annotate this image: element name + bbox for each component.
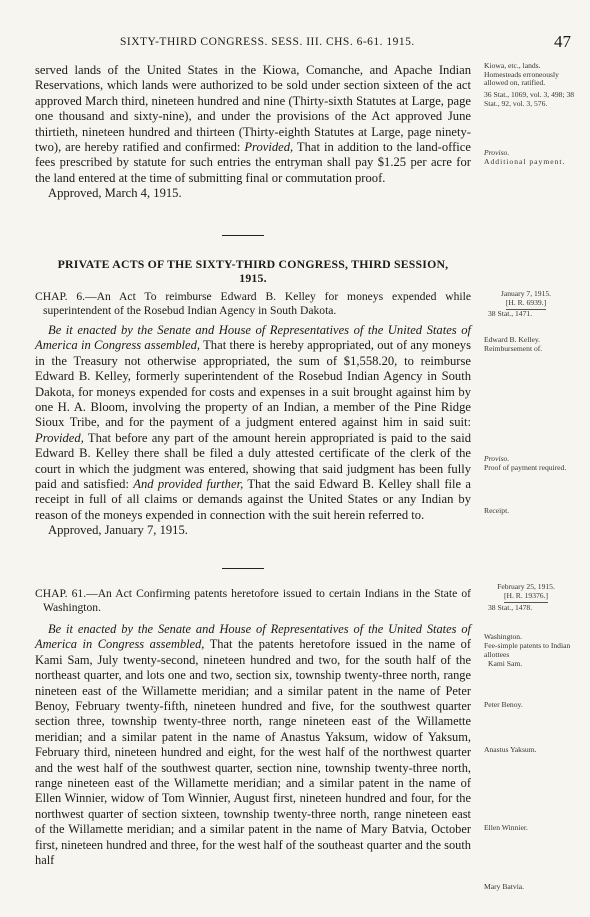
chap6-margin-stat: 38 Stat., 1471. [488, 309, 533, 318]
chap61-margin-mary: Mary Batvia. [484, 882, 525, 891]
running-title: SIXTY-THIRD CONGRESS. SESS. III. CHS. 6-61. 1915. [120, 36, 415, 48]
section1-margin-note-2: 36 Stat., 1069, vol. 3, 498; 38 Stat., 92, vol. 3, 576. [484, 90, 575, 108]
chap61-margin-ellen: Ellen Winnier. [484, 823, 528, 832]
chap6-proviso-1: Provided, [35, 430, 84, 445]
chap61-margin-wash: Washington. [484, 632, 522, 641]
chap6-proviso-2: And provided further, [133, 477, 244, 492]
chap6-approved: Approved, January 7, 1915. [48, 523, 188, 538]
section1-margin-note-1: Kiowa, etc., lands. Homesteads erroneously allowed on, ratified. [484, 61, 559, 88]
chap61-title-text: CHAP. 61.—An Act Confirming patents heretofore issued to certain Indians in the State of Washington. [35, 587, 471, 614]
chap6-body-2: That before any part of the amount herein appropriated is paid to the said Edward B. Kelley there shall be filed a duly attested certificate of the clerk of the court in which the judgment was entered, showing that said judgment has been fully paid and satisfied: [35, 430, 472, 492]
chap6-paragraph [35, 323, 471, 523]
chap6-margin-name: Edward B. Kelley. [484, 335, 541, 344]
chap61-margin-peter: Peter Benoy. [484, 700, 523, 709]
chap6-margin-bill-text: [H. R. 6939.] [506, 299, 546, 310]
page-number: 47 [554, 32, 571, 51]
chap61-margin-anastus: Anastus Yaksum. [484, 745, 537, 754]
section1-body: served lands of the United States in the Kiowa, Comanche, and Apache Indian Reservations, which lands were authorized to be sold under section sixteen of the act approved March third, nineteen hundred and nine (Thirty-sixth Statutes at Large, page one thousand and sixty-nine), and under the provisions of the Act approved June thirtieth, nineteen hundred and thirteen (Thirty-eighth Statutes at Large, page ninety-two), are hereby ratified and confirmed: [35, 63, 471, 155]
chap61-enacting-clause: Be it enacted by the Senate and House of Representatives of the United States of America in Congress assembled, [35, 622, 471, 652]
chap6-title [35, 290, 471, 318]
chap61-margin-bill [484, 592, 568, 603]
chap6-body: That there is hereby appropriated, out of any moneys in the Treasury not otherwise appropriated, the sum of $1,558.20, to reimburse Edward B. Kelley, formerly superintendent of the Rosebud Indian Agency in South Dakota, for moneys expended for costs and expenses in a suit brought against him by one H. A. Bloom, involving the property of an Indian, a member of the Pine Ridge Sioux Tribe, and for the payment of a judgment entered against him in said suit: [35, 338, 472, 430]
section1-margin-note-3: Proviso. [484, 148, 510, 157]
chap61-body: That the patents heretofore issued in the name of Kami Sam, July twenty-second, nineteen hundred and two, for the south half of the northeast quarter, and lots one and two, section six, township twenty-three north, range nineteen east of the Willamette meridian; and a similar patent in the name of Peter Benoy, February twenty-fifth, nineteen hundred and five, for the southwest quarter section three, township twenty-three north, range nineteen east of the Willamette meridian; and a similar patent in the name of Anastus Yaksum, widow of Yaksum, February third, nineteen hundred and eight, for the west half of the northwest quarter and the west half of the southwest quarter, section nine, township twenty-three north, range nineteen east of the Willamette meridian; and a similar patent in the name of Ellen Winnier, widow of Tom Winnier, August first, nineteen hundred and four, for the northwest quarter of section sixteen, township twenty-three north, range nineteen east of the Willamette meridian; and a similar patent in the name of Mary Batvia, October first, nineteen hundred and three, for the west half of the southeast quarter and the south half [35, 637, 471, 868]
chap6-margin-proviso: Proviso. [484, 454, 510, 463]
chap61-margin-fee: Fee-simple patents to Indian allottees [484, 641, 571, 659]
section-divider [222, 235, 264, 236]
section1-text [35, 63, 471, 202]
chap61-title [35, 587, 471, 615]
chap61-margin-date: February 25, 1915. [497, 582, 555, 591]
section1-proviso-word: Provided, [244, 140, 294, 155]
chapter-divider [222, 568, 264, 569]
chap61-text [35, 622, 471, 869]
chap6-margin-bill [484, 299, 568, 310]
chap6-enacting-clause: Be it enacted by the Senate and House of Representatives of the United States of America in Congress assembled, [35, 323, 471, 353]
heading-line-1: PRIVATE ACTS OF THE SIXTY-THIRD CONGRESS, THIRD SESSION, [57, 257, 449, 271]
section1-margin-note-4: Additional payment. [484, 157, 566, 166]
heading-line-2: 1915. [239, 271, 267, 285]
chap6-title-text: CHAP. 6.—An Act To reimburse Edward B. Kelley for moneys expended while superintendent of the Rosebud Indian Agency in South Dakota. [35, 290, 471, 317]
section1-body-end: That in addition to the land-office fees prescribed by statute for such entries the entryman shall pay $1.25 per acre for the land entered at the time of submitting final or commutation proof. [35, 140, 471, 185]
chap61-margin-bill-text: [H. R. 19376.] [504, 592, 548, 603]
chap6-margin-receipt: Receipt. [484, 506, 510, 515]
chap6-margin-reimb: Reimbursement of. [484, 344, 543, 353]
chap6-margin-proof: Proof of payment required. [484, 463, 567, 472]
section1-paragraph [35, 63, 471, 186]
chap6-text [35, 323, 471, 539]
running-header [0, 32, 590, 52]
chap61-paragraph [35, 622, 471, 869]
chap6-body-3: That the said Edward B. Kelley shall file a receipt in full of all claims or demands against the United States or any Indian by reason of the moneys expended in connection with the suit herein referred to. [35, 477, 471, 522]
section1-approved: Approved, March 4, 1915. [48, 186, 182, 201]
chap6-margin-date: January 7, 1915. [500, 289, 552, 298]
chap61-margin-kami: Kami Sam. [488, 659, 523, 668]
private-acts-heading [35, 257, 471, 285]
chap61-margin-stat: 38 Stat., 1478. [488, 603, 533, 612]
